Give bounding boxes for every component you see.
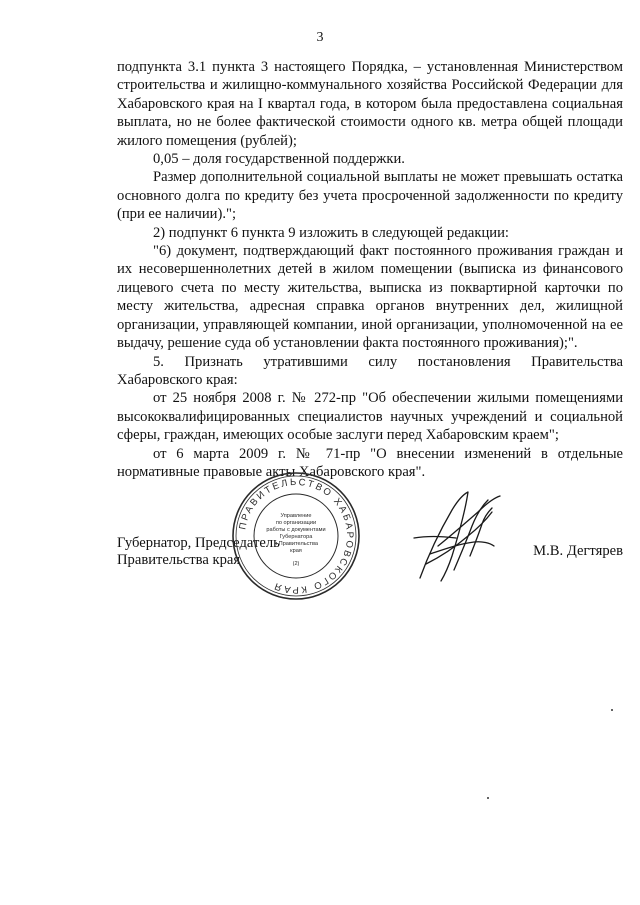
paragraph-repeal-2: от 6 марта 2009 г. № 71-пр "О внесении изменений в отдельные нормативные правовые акты Хабаровского края". <box>117 445 623 480</box>
seal-ring-text: ПРАВИТЕЛЬСТВО ХАБАРОВСКОГО КРАЯ <box>237 476 356 596</box>
scan-speck <box>611 709 613 711</box>
seal-center-line-4: Губернатора <box>279 534 313 540</box>
signature-block <box>117 523 623 583</box>
document-body <box>117 58 623 481</box>
scan-speck <box>487 797 489 799</box>
paragraph-subpoint-6: "6) документ, подтверждающий факт постоянного проживания граждан и их несовершеннолетних детей в жилом помещении (выписка из финансового лицевого счета по месту жительства, выписка из поквартирной карточки по месту жительства, адресная справка органов внутренних дел, жилищной организации, управляющей компании, иной организации, уполномоченной на ее выдачу, решение суда об установлении факта постоянного проживания);". <box>117 243 623 352</box>
signatory-title-line-1: Губернатор, Председатель <box>117 535 280 551</box>
official-seal-stamp <box>230 470 362 602</box>
paragraph-share: 0,05 – доля государственной поддержки. <box>153 151 405 168</box>
seal-center-line-5: и Правительства <box>274 541 318 547</box>
paragraph-point-5: 5. Признать утратившими силу постановления Правительства Хабаровского края: <box>117 353 623 388</box>
seal-number: (2) <box>292 561 300 567</box>
paragraph-repeal-1: от 25 ноября 2008 г. № 272-пр "Об обеспечении жилыми помещениями высококвалифицированных специалистов научных учреждений и социальной сферы, граждан, имеющих особые заслуги перед Хабаровским краем"; <box>117 390 623 444</box>
paragraph-limit: Размер дополнительной социальной выплаты не может превышать остатка основного долга по кредиту без учета просроченной задолженности по кредиту (при ее наличии)."; <box>117 169 623 223</box>
seal-center-line-2: по организации <box>275 520 317 526</box>
seal-center-line-6: края <box>290 548 302 554</box>
seal-center-line-3: работы с документами <box>266 527 326 533</box>
page-number: 3 <box>316 30 324 45</box>
paragraph-amendment-2: 2) подпункт 6 пункта 9 изложить в следующей редакции: <box>153 224 509 241</box>
signatory-title-line-2: Правительства края <box>117 552 241 568</box>
paragraph-continuation: подпункта 3.1 пункта 3 настоящего Порядка, – установленная Министерством строительства и жилищно-коммунального хозяйства Российской Федерации для Хабаровского края на I квартал года, в котором была предоставлена социальная выплата, но не более фактической стоимости одного кв. метра общей площади жилого помещения (рублей); <box>117 59 623 149</box>
signatory-name: М.В. Дегтярев <box>533 543 623 559</box>
handwritten-signature <box>408 486 506 586</box>
seal-center-line-1: Управление <box>280 513 312 519</box>
